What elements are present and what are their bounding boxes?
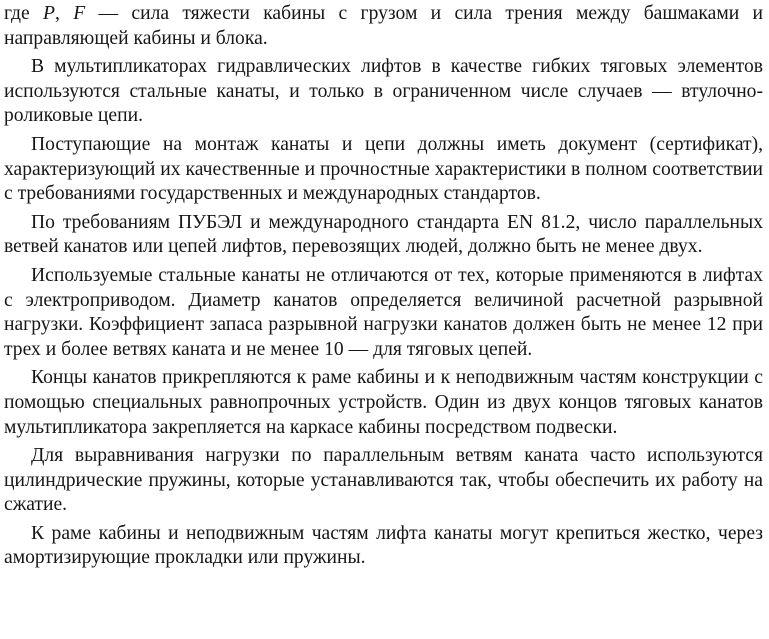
paragraph-standards: По требованиям ПУБЭЛ и международного стандарта EN 81.2, число параллельных ветвей канатов или цепей лифтов, перевозящих людей, должно быть не менее двух. [4,211,763,258]
intro-text: — сила тяжести кабины с грузом и сила трения между башмаками и направляющей кабины и блока. [4,3,764,49]
intro-paragraph [4,2,763,51]
intro-prefix: где [4,3,44,24]
paragraph-certificate: Поступающие на монтаж канаты и цепи должны иметь документ (сертификат), характеризующий их качественные и прочностные характеристики в полном соответствии с требованиями государственных и международных стандартов. [4,133,763,205]
symbol-p: P [43,3,56,24]
paragraph-flexible-elements: В мультипликаторах гидравлических лифтов в качестве гибких тяговых элементов используются стальные канаты, и только в ограниченном числе случаев — втулочно-роликовые цепи. [4,56,763,127]
paragraph-load-balancing: Для выравнивания нагрузки по параллельным ветвям каната часто используются цилиндрические пружины, которые устанавливаются так, чтобы обеспечить их работу на сжатие. [4,445,763,516]
paragraph-mounting: К раме кабины и неподвижным частям лифта канаты могут крепиться жестко, через амортизирующие прокладки или пружины. [4,522,763,569]
paragraph-rope-ends: Концы канатов прикрепляются к раме кабины и к неподвижным частям конструкции с помощью специальных равнопрочных устройств. Один из двух концов тяговых канатов мультипликатора закрепляется на каркасе кабины посредством подвески. [4,367,763,438]
symbol-f: F [73,3,86,24]
paragraph-steel-ropes: Используемые стальные канаты не отличаются от тех, которые применяются в лифтах с электроприводом. Диаметр канатов определяется величиной расчетной разрывной нагрузки. Коэффициент запаса разрывной нагрузки канатов должен быть не менее 12 при трех и более ветвях каната и не менее 10 — для тяговых цепей. [4,264,763,360]
intro-comma: , [55,3,74,24]
